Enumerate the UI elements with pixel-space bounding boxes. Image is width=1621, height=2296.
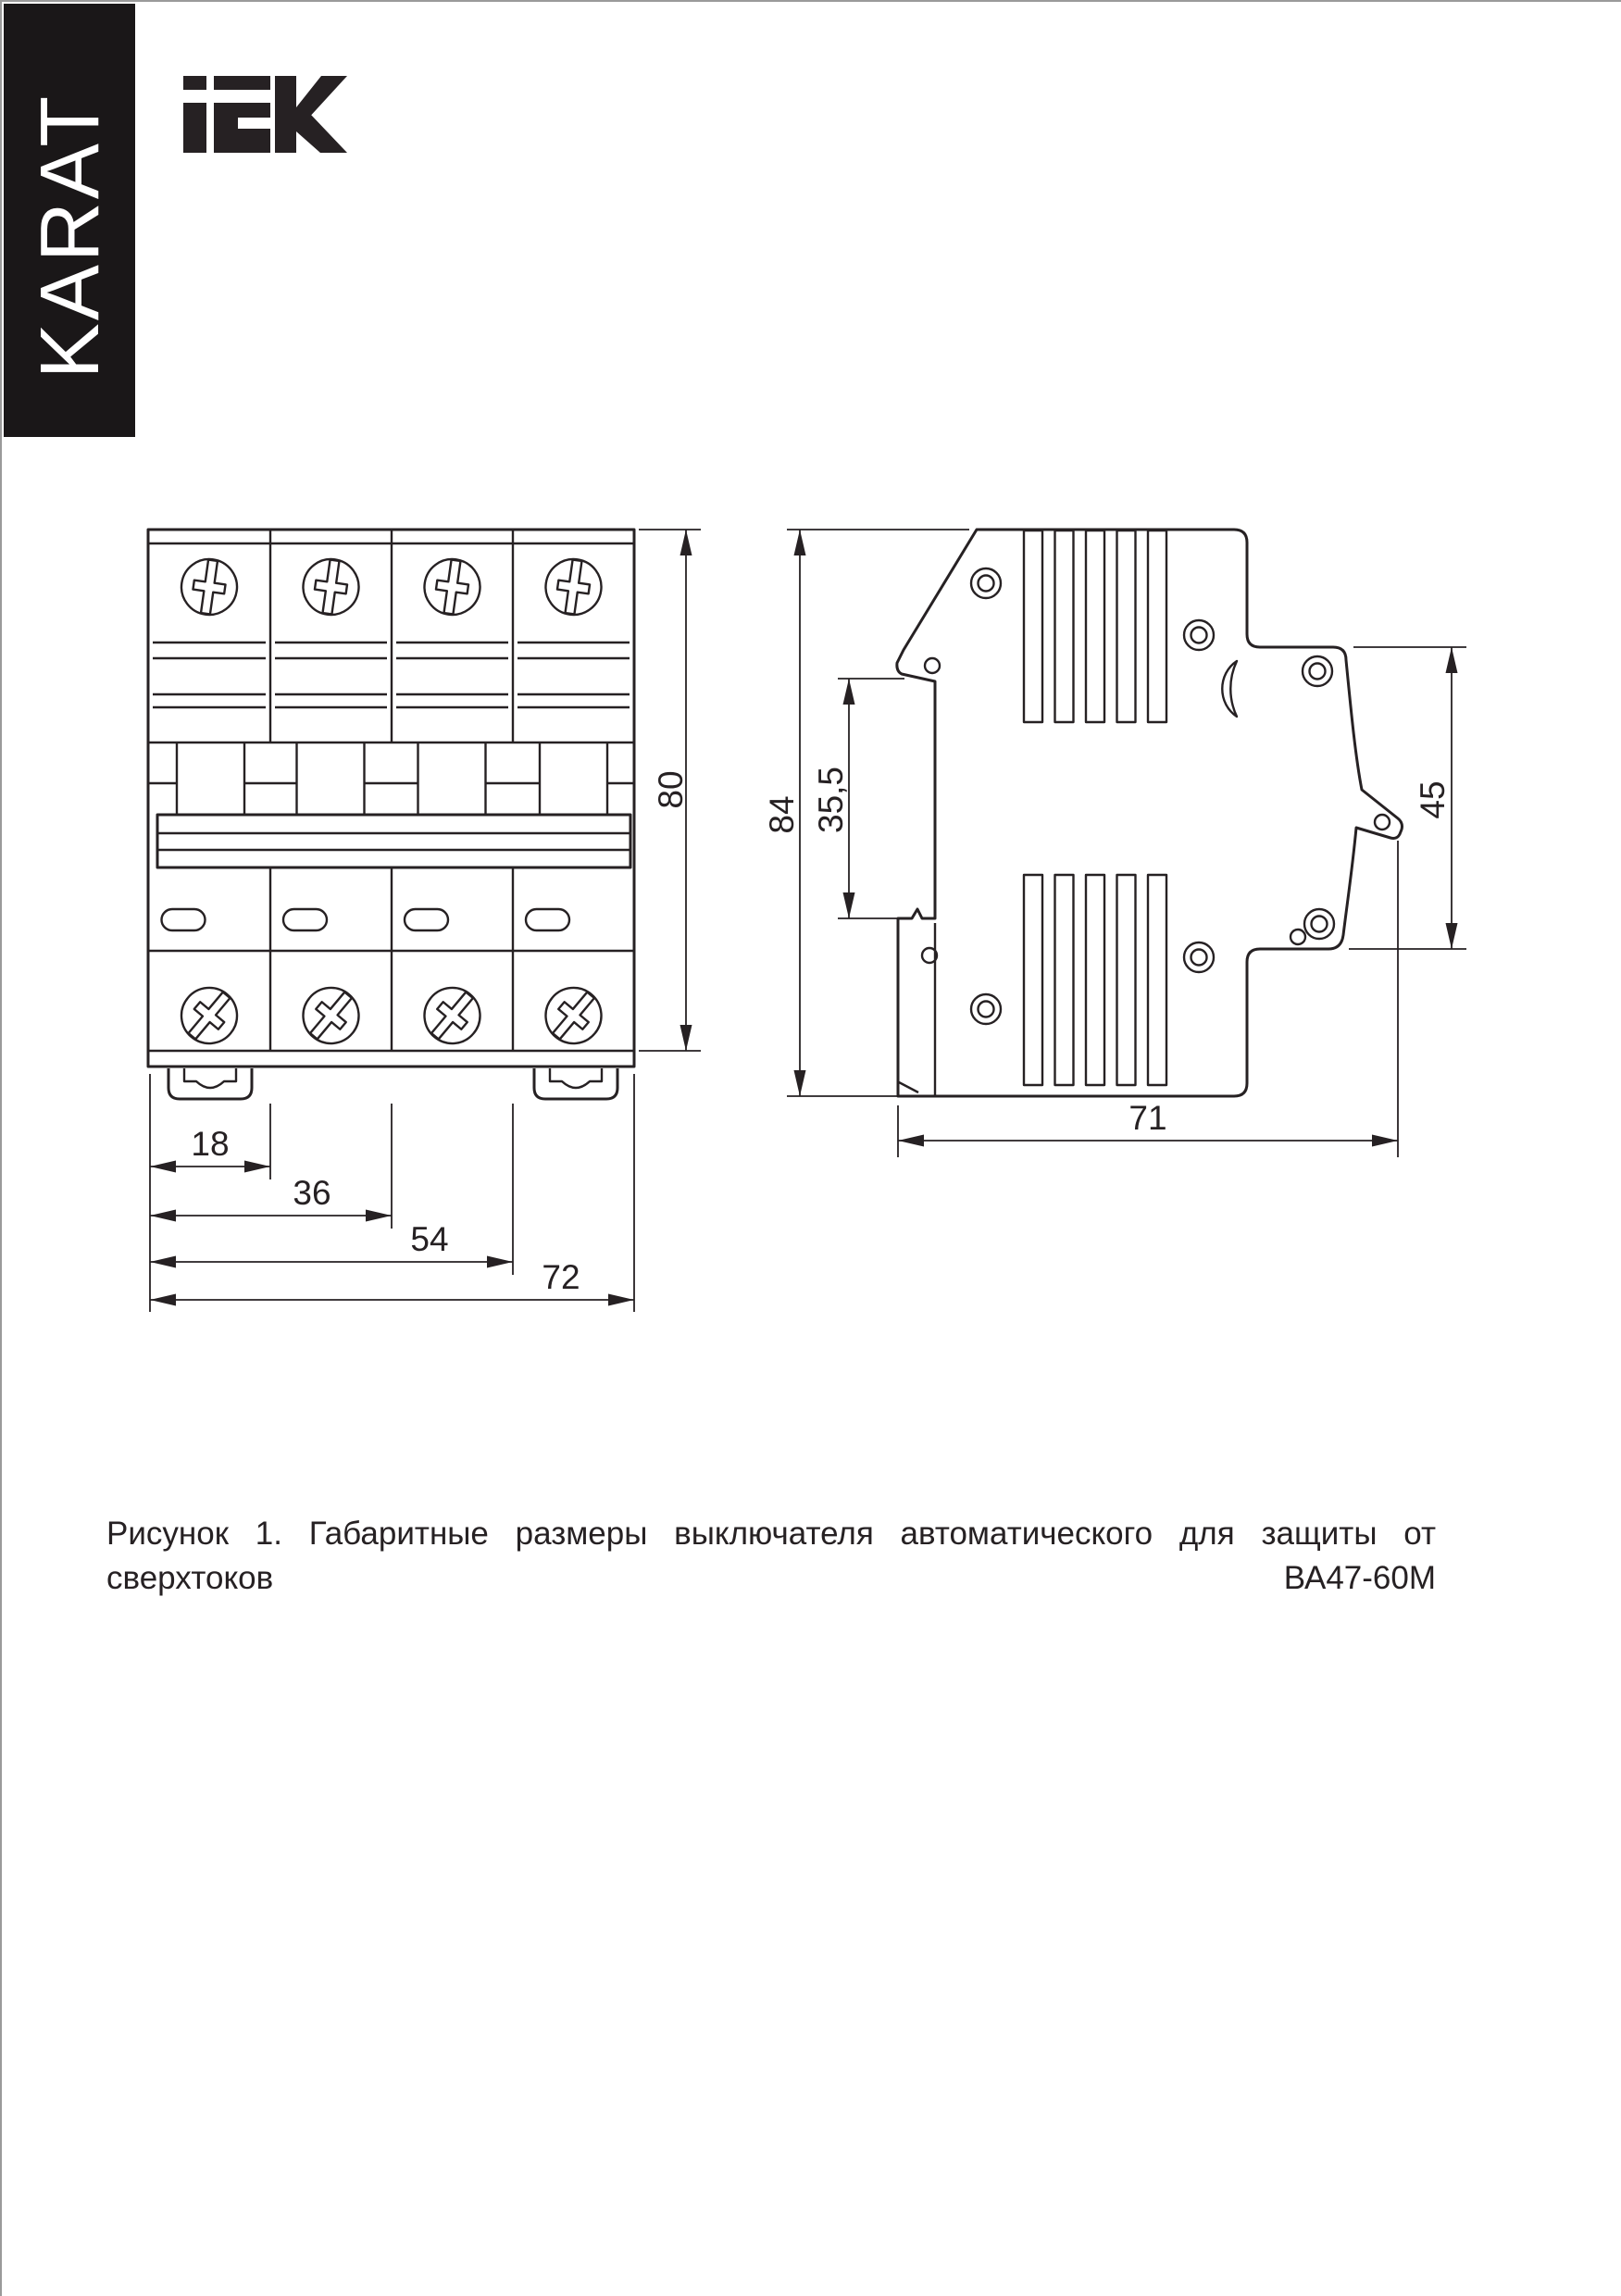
iek-logo-icon [183,76,347,153]
indicator-windows [162,909,570,930]
din-clip-right [534,1068,617,1099]
toggle-tie-bar [157,815,630,867]
front-extension-lines [150,530,701,1312]
curved-vent-slot [1222,661,1237,717]
dim-36: 36 [293,1174,331,1212]
dim-35-5: 35,5 [812,766,850,834]
vent-slots-bottom [1024,875,1166,1085]
side-view-dimensions [763,530,1466,1157]
dim-72: 72 [542,1258,580,1296]
side-view [763,530,1466,1157]
front-view [148,530,701,1312]
logo-letter-k [275,76,347,153]
case-pins [922,658,1305,963]
figure-caption: Рисунок 1. Габаритные размеры выключателя автоматического для защиты от сверхтоков ВА47-60М [106,1516,1436,1596]
pole-dividers [270,530,513,1051]
dim-80: 80 [652,770,690,809]
front-view-dimensions [150,530,701,1312]
logo-letter-e [214,76,270,153]
dim-54: 54 [410,1220,449,1258]
toggle-knob-sides [177,742,607,815]
logo-letter-i [183,76,206,153]
din-clip-left [168,1068,252,1099]
dim-84: 84 [763,795,801,834]
toggle-area [148,742,634,867]
lever-hole [1375,815,1390,830]
karat-wordmark: KARAT [24,93,117,380]
dim-18: 18 [191,1125,230,1163]
vent-slots-top [1024,530,1166,722]
tie-bar-ribs [157,833,630,850]
dim-45: 45 [1414,780,1452,819]
dim-71: 71 [1128,1099,1167,1137]
dimension-drawing [2,2,1621,2296]
